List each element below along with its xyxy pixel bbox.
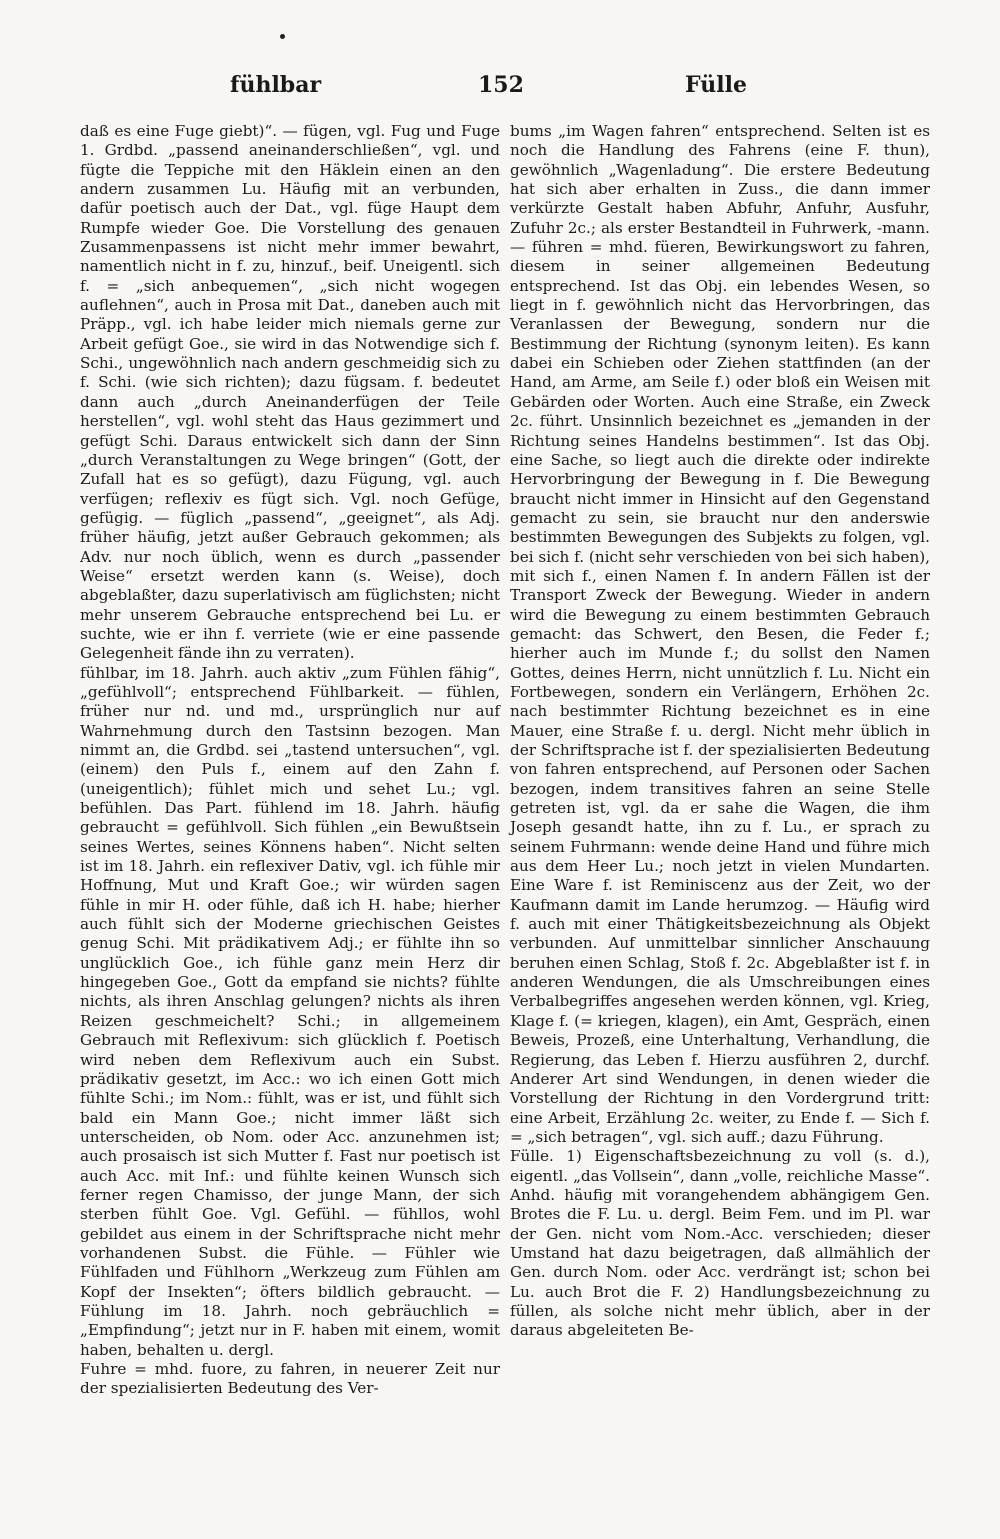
header-left-catchword: fühlbar	[230, 72, 322, 98]
page-header	[70, 72, 930, 112]
ink-dot	[280, 34, 285, 39]
right-column	[510, 122, 930, 1341]
entry-fuehlbar: fühlbar, im 18. Jahrh. auch aktiv „zum Fühlen fähig“, „gefühlvoll“; entsprechend Fühlbarkeit. — fühlen, früher nur nd. und md., ursprünglich nur auf Wahrnehmung durch den Tastsinn bezogen. Man nimmt an, die Grdbd. sei „tastend untersuchen“, vgl. (einem) den Puls f., einem auf den Zahn f. (uneigentlich); fühlet mich und sehet Lu.; vgl. befühlen. Das Part. fühlend im 18. Jahrh. häufig gebraucht = gefühlvoll. Sich fühlen „ein Bewußtsein seines Wertes, seines Könnens haben“. Nicht selten ist im 18. Jahrh. ein reflexiver Dativ, vgl. ich fühle mir Hoffnung, Mut und Kraft Goe.; wir würden sagen fühle in mir H. oder fühle, daß ich H. habe; hierher auch fühlt sich der Moderne griechischen Geistes genug Schi. Mit prädikativem Adj.; er fühlte ihn so unglücklich Goe., ich fühle ganz mein Herz dir hingegeben Goe., Gott da empfand sie nichts? fühlte nichts, als ihren Anschlag gelungen? nichts als ihren Reizen geschmeichelt? Schi.; in allgemeinem Gebrauch mit Reflexivum: sich glücklich f. Poetisch wird neben dem Reflexivum auch ein Subst. prädikativ gesetzt, im Acc.: wo ich einen Gott mich fühlte Schi.; im Nom.: fühlt, was er ist, und fühlt sich bald ein Mann Goe.; nicht immer läßt sich unterscheiden, ob Nom. oder Acc. anzunehmen ist; auch prosaisch ist sich Mutter f. Fast nur poetisch ist auch Acc. mit Inf.: und fühlte keinen Wunsch sich ferner regen Chamisso, der junge Mann, der sich sterben fühlt Goe. Vgl. Gefühl. — fühllos, wohl gebildet aus einem in der Schriftsprache nicht mehr vorhandenen Subst. die Fühle. — Fühler wie Fühlfaden und Fühlhorn „Werkzeug zum Fühlen am Kopf der Insekten“; öfters bildlich gebraucht. — Fühlung im 18. Jahrh. noch gebräuchlich = „Empfindung“; jetzt nur in F. haben mit einem, womit haben, behalten u. dergl.	[80, 663, 500, 1359]
page-number: 152	[478, 72, 524, 98]
entry-fuhre: Fuhre = mhd. fuore, zu fahren, in neuerer Zeit nur der spezialisierten Bedeutung des Ver-	[80, 1360, 500, 1398]
entry-fuegen: daß es eine Fuge giebt)“. — fügen, vgl. Fug und Fuge 1. Grdbd. „passend aneinanderschließen“, vgl. und fügte die Teppiche mit den Häklein einen an den andern zusammen Lu. Häufig mit an verbunden, dafür poetisch auch der Dat., vgl. füge Haupt dem Rumpfe wieder Goe. Die Vorstellung des genauen Zusammenpassens ist nicht mehr immer bewahrt, namentlich nicht in f. zu, hinzuf., beif. Uneigentl. sich f. = „sich anbequemen“, „sich nicht wogegen auflehnen“, auch in Prosa mit Dat., daneben auch mit Präpp., vgl. ich habe leider mich niemals gerne zur Arbeit gefügt Goe., sie wird in das Notwendige sich f. Schi., ungewöhnlich nach andern geschmeidig sich zu f. Schi. (wie sich richten); dazu fügsam. f. bedeutet dann auch „durch Aneinanderfügen der Teile herstellen“, vgl. wohl steht das Haus gezimmert und gefügt Schi. Daraus entwickelt sich dann der Sinn „durch Veranstaltungen zu Wege bringen“ (Gott, der Zufall hat es so gefügt), dazu Fügung, vgl. auch verfügen; reflexiv es fügt sich. Vgl. noch Gefüge, gefügig. — füglich „passend“, „geeignet“, als Adj. früher häufig, jetzt außer Gebrauch gekommen; als Adv. nur noch üblich, wenn es durch „passender Weise“ ersetzt werden kann (s. Weise), doch abgeblaßter, dazu superlativisch am füglichsten; nicht mehr unserem Gebrauche entsprechend bei Lu. er suchte, wie er ihn f. verriete (wie er eine passende Gelegenheit fände ihn zu verraten).	[80, 122, 500, 663]
entry-fuelle: Fülle. 1) Eigenschaftsbezeichnung zu voll (s. d.), eigentl. „das Vollsein“, dann „volle, reichliche Masse“. Anhd. häufig mit vorangehendem abhängigem Gen. Brotes die F. Lu. u. dergl. Beim Fem. und im Pl. war der Gen. nicht vom Nom.-Acc. verschieden; dieser Umstand hat dazu beigetragen, daß allmählich der Gen. durch Nom. oder Acc. verdrängt ist; schon bei Lu. auch Brot die F. 2) Handlungsbezeichnung zu füllen, als solche nicht mehr üblich, aber in der daraus abgeleiteten Be-	[510, 1147, 930, 1340]
left-column	[80, 122, 500, 1399]
entry-fuhre-continued: bums „im Wagen fahren“ entsprechend. Selten ist es noch die Handlung des Fahrens (eine F. thun), gewöhnlich „Wagenladung“. Die erstere Bedeutung hat sich aber erhalten in Zuss., die dann immer verkürzte Gestalt haben Abfuhr, Anfuhr, Ausfuhr, Zufuhr 2c.; als erster Bestandteil in Fuhrwerk, -mann. — führen = mhd. füeren, Bewirkungswort zu fahren, diesem in seiner allgemeinen Bedeutung entsprechend. Ist das Obj. ein lebendes Wesen, so liegt in f. gewöhnlich nicht das Hervorbringen, das Veranlassen der Bewegung, sondern nur die Bestimmung der Richtung (synonym leiten). Es kann dabei ein Schieben oder Ziehen stattfinden (an der Hand, am Arme, am Seile f.) oder bloß ein Weisen mit Gebärden oder Worten. Auch eine Straße, ein Zweck 2c. führt. Unsinnlich bezeichnet es „jemanden in der Richtung seines Handelns bestimmen“. Ist das Obj. eine Sache, so liegt auch die direkte oder indirekte Hervorbringung der Bewegung in f. Die Bewegung braucht nicht immer in Hinsicht auf den Gegenstand gemacht zu sein, sie braucht nur den anderswie bestimmten Bewegungen des Subjekts zu folgen, vgl. bei sich f. (nicht sehr verschieden von bei sich haben), mit sich f., einen Namen f. In andern Fällen ist der Transport Zweck der Bewegung. Wieder in andern wird die Bewegung zu einem bestimmten Gebrauch gemacht: das Schwert, den Besen, die Feder f.; hierher auch im Munde f.; du sollst den Namen Gottes, deines Herrn, nicht unnützlich f. Lu. Nicht ein Fortbewegen, sondern ein Verlängern, Erhöhen 2c. nach bestimmter Richtung bezeichnet es in eine Mauer, eine Straße f. u. dergl. Nicht mehr üblich in der Schriftsprache ist f. der spezialisierten Bedeutung von fahren entsprechend, auf Personen oder Sachen bezogen, indem transitives fahren an seine Stelle getreten ist, vgl. da er sahe die Wagen, die ihm Joseph gesandt hatte, ihn zu f. Lu., er sprach zu seinem Fuhrmann: wende deine Hand und führe mich aus dem Heer Lu.; noch jetzt in vielen Mundarten. Eine Ware f. ist Reminiscenz aus der Zeit, wo der Kaufmann damit im Lande herumzog. — Häufig wird f. auch mit einer Thätigkeitsbezeichnung als Objekt verbunden. Auf unmittelbar sinnlicher Anschauung beruhen einen Schlag, Stoß f. 2c. Abgeblaßter ist f. in anderen Wendungen, die als Umschreibungen eines Verbalbegriffes angesehen werden können, vgl. Krieg, Klage f. (= kriegen, klagen), ein Amt, Gespräch, einen Beweis, Prozeß, eine Unterhaltung, Verhandlung, die Regierung, das Leben f. Hierzu ausführen 2, durchf. Anderer Art sind Wendungen, in denen wieder die Vorstellung der Richtung in den Vordergrund tritt: eine Arbeit, Erzählung 2c. weiter, zu Ende f. — Sich f. = „sich betragen“, vgl. sich auff.; dazu Führung.	[510, 122, 930, 1146]
header-right-catchword: Fülle	[685, 72, 747, 98]
